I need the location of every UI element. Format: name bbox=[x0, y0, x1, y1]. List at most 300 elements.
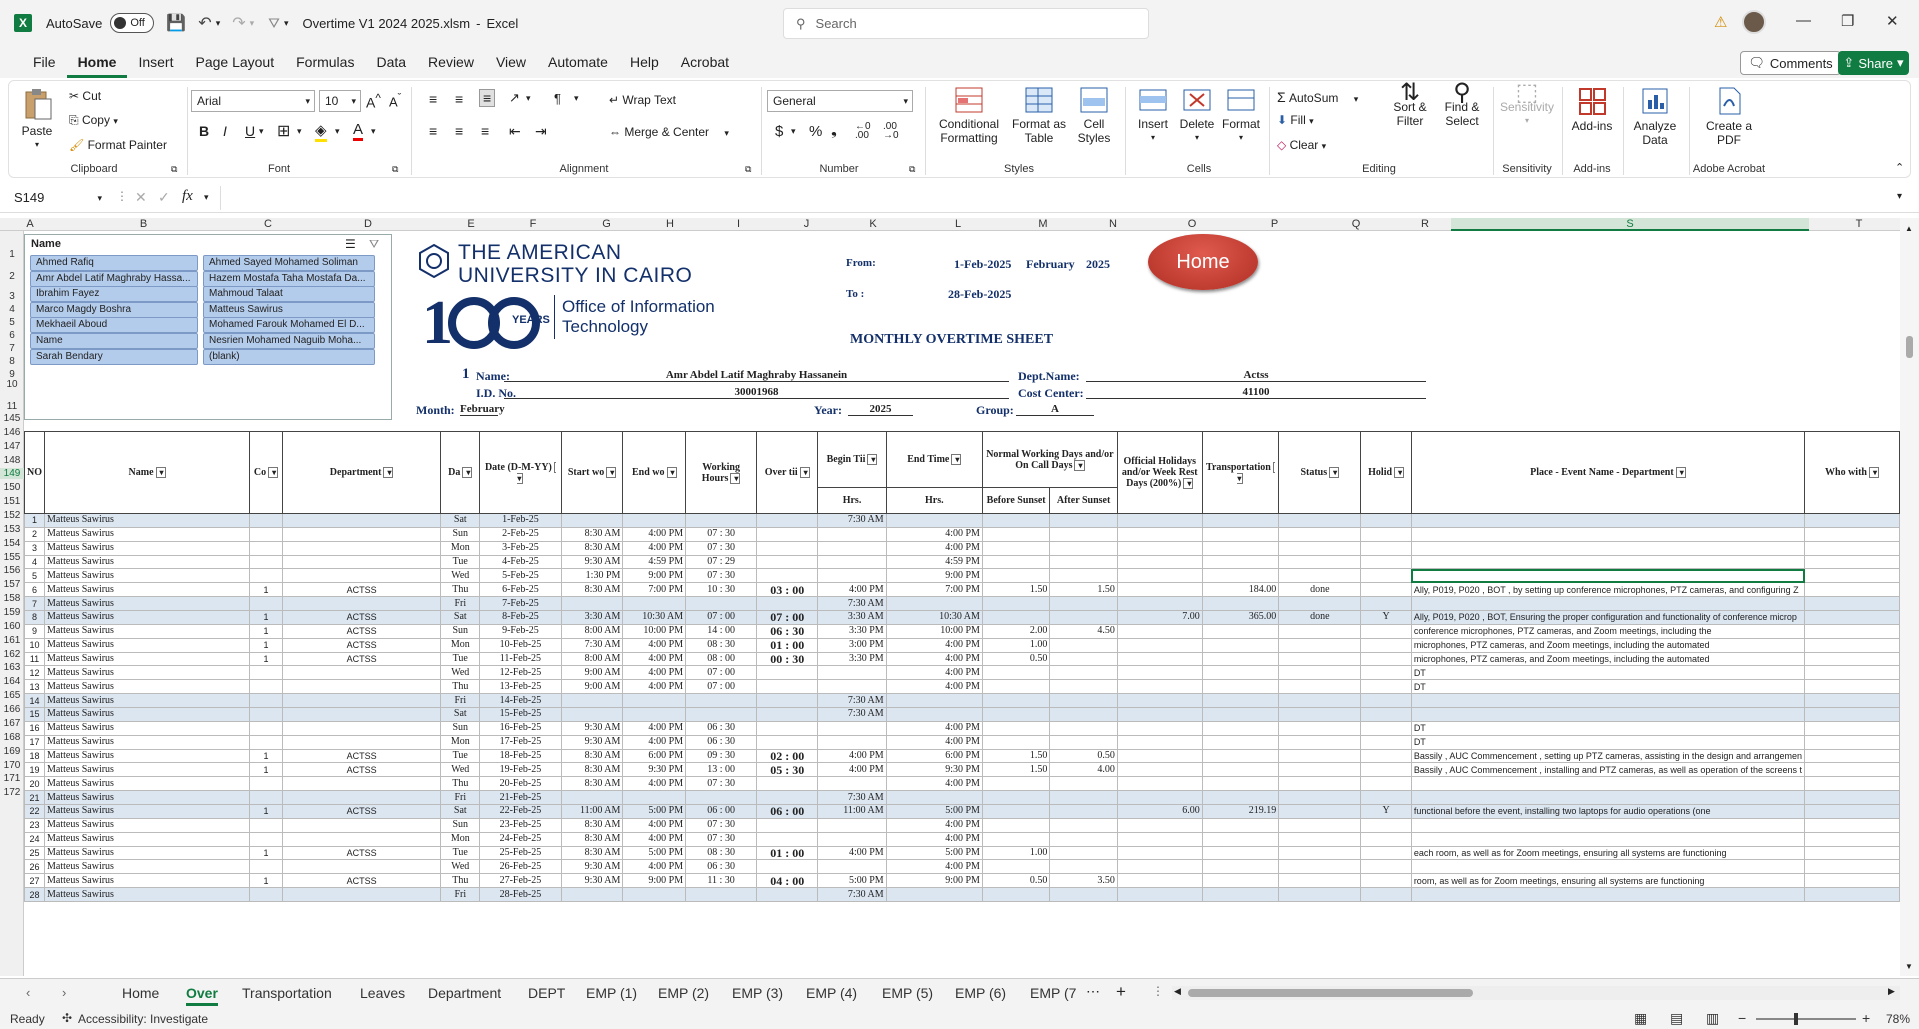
cell-no[interactable]: 6 bbox=[25, 583, 45, 597]
find-select-button[interactable]: ⚲ Find & Select bbox=[1437, 86, 1487, 128]
filter-dropdown-icon[interactable]: ▾ bbox=[517, 462, 555, 484]
row-header[interactable]: 167 bbox=[3, 717, 21, 729]
cell-hol[interactable] bbox=[1117, 735, 1202, 749]
cell-sw[interactable]: 9:30 AM bbox=[561, 555, 623, 569]
cell-sw[interactable]: 3:30 AM bbox=[561, 611, 623, 625]
cell-no[interactable]: 17 bbox=[25, 735, 45, 749]
number-format-select[interactable]: General ▾ bbox=[767, 90, 913, 112]
cell-dept[interactable] bbox=[282, 597, 440, 611]
cell-tr[interactable] bbox=[1202, 541, 1279, 555]
cell-ew[interactable] bbox=[623, 597, 686, 611]
autosum-button[interactable]: Σ AutoSum ▾ bbox=[1277, 89, 1359, 105]
cell-sw[interactable] bbox=[561, 888, 623, 902]
column-header-J[interactable]: J bbox=[803, 218, 810, 230]
font-launcher-icon[interactable]: ⧉ bbox=[392, 164, 399, 174]
cell-day[interactable]: Sun bbox=[441, 818, 480, 832]
cell-place[interactable]: microphones, PTZ cameras, and Zoom meetings, including the automated bbox=[1411, 638, 1804, 652]
cell-name[interactable]: Matteus Sawirus bbox=[45, 680, 250, 694]
menu-file[interactable]: File bbox=[33, 54, 56, 70]
cell-place[interactable] bbox=[1411, 597, 1804, 611]
cell-who[interactable] bbox=[1805, 514, 1900, 528]
slicer-item[interactable]: Mekhaeil Aboud bbox=[30, 317, 198, 333]
cell-et[interactable] bbox=[886, 694, 982, 708]
cell-co[interactable] bbox=[250, 680, 283, 694]
group-value[interactable]: A bbox=[1016, 403, 1094, 416]
cell-dept[interactable]: ACTSS bbox=[282, 624, 440, 638]
cell-day[interactable]: Tue bbox=[441, 846, 480, 860]
cell-ew[interactable]: 4:00 PM bbox=[623, 652, 686, 666]
cell-tr[interactable] bbox=[1202, 888, 1279, 902]
sheet-tab[interactable]: EMP (6) bbox=[955, 985, 1007, 1001]
cancel-icon[interactable]: ✕ bbox=[135, 189, 147, 205]
cell-wh[interactable]: 09 : 30 bbox=[686, 749, 757, 763]
cell-date[interactable]: 18-Feb-25 bbox=[480, 749, 561, 763]
column-header-R[interactable]: R bbox=[1421, 218, 1429, 230]
sheet-tab[interactable]: EMP (2) bbox=[658, 985, 710, 1001]
column-header-N[interactable]: N bbox=[1109, 218, 1117, 230]
cell-et[interactable]: 5:00 PM bbox=[886, 805, 982, 819]
cell-tr[interactable] bbox=[1202, 694, 1279, 708]
row-header[interactable]: 146 bbox=[3, 426, 21, 438]
cell-st[interactable]: done bbox=[1279, 583, 1361, 597]
cell-bt[interactable]: 7:30 AM bbox=[818, 597, 886, 611]
rtl-icon[interactable]: ¶ bbox=[554, 91, 561, 106]
cell-tr[interactable] bbox=[1202, 763, 1279, 777]
row-header[interactable]: 164 bbox=[3, 676, 21, 688]
row-header[interactable]: 159 bbox=[3, 607, 21, 619]
cell-ot[interactable] bbox=[757, 666, 818, 680]
undo-icon[interactable]: ↶ bbox=[198, 15, 212, 32]
cell-sw[interactable]: 8:30 AM bbox=[561, 583, 623, 597]
cell-hol[interactable] bbox=[1117, 846, 1202, 860]
cell-day[interactable]: Fri bbox=[441, 888, 480, 902]
cell-co[interactable] bbox=[250, 541, 283, 555]
cell-h[interactable] bbox=[1361, 818, 1411, 832]
cell-date[interactable]: 16-Feb-25 bbox=[480, 721, 561, 735]
cell-bt[interactable]: 3:30 PM bbox=[818, 624, 886, 638]
collapse-ribbon-icon[interactable]: ⌃ bbox=[1895, 162, 1905, 174]
cell-dept[interactable]: ACTSS bbox=[282, 638, 440, 652]
cell-wh[interactable]: 07 : 30 bbox=[686, 777, 757, 791]
cell-bt[interactable]: 7:30 AM bbox=[818, 694, 886, 708]
cell-wh[interactable]: 08 : 00 bbox=[686, 652, 757, 666]
cell-hol[interactable] bbox=[1117, 860, 1202, 874]
cell-wh[interactable]: 11 : 30 bbox=[686, 874, 757, 888]
cell-as[interactable] bbox=[1050, 652, 1117, 666]
cell-co[interactable]: 1 bbox=[250, 846, 283, 860]
cell-day[interactable]: Tue bbox=[441, 749, 480, 763]
cell-name[interactable]: Matteus Sawirus bbox=[45, 624, 250, 638]
cell-hol[interactable] bbox=[1117, 721, 1202, 735]
cell-ot[interactable] bbox=[757, 527, 818, 541]
cell-no[interactable]: 2 bbox=[25, 527, 45, 541]
row-header[interactable]: 166 bbox=[3, 704, 21, 716]
cell-wh[interactable]: 06 : 30 bbox=[686, 860, 757, 874]
filter-dropdown-icon[interactable]: ▾ bbox=[668, 468, 675, 477]
cell-ot[interactable] bbox=[757, 860, 818, 874]
cell-st[interactable] bbox=[1279, 514, 1361, 528]
bold-icon[interactable]: B bbox=[199, 123, 210, 139]
cell-as[interactable] bbox=[1050, 721, 1117, 735]
column-header-Q[interactable]: Q bbox=[1351, 218, 1361, 230]
cell-dept[interactable] bbox=[282, 555, 440, 569]
cell-hol[interactable] bbox=[1117, 555, 1202, 569]
cell-bt[interactable] bbox=[818, 832, 886, 846]
cell-bs[interactable]: 0.50 bbox=[982, 652, 1049, 666]
cell-et[interactable]: 9:30 PM bbox=[886, 763, 982, 777]
cell-bt[interactable]: 7:30 AM bbox=[818, 708, 886, 722]
cell-tr[interactable] bbox=[1202, 874, 1279, 888]
comments-button[interactable]: 🗨 Comments bbox=[1740, 51, 1841, 75]
cell-h[interactable] bbox=[1361, 721, 1411, 735]
align-right-icon[interactable]: ≡ bbox=[481, 123, 490, 139]
cell-no[interactable]: 15 bbox=[25, 708, 45, 722]
cell-date[interactable]: 26-Feb-25 bbox=[480, 860, 561, 874]
cell-no[interactable]: 26 bbox=[25, 860, 45, 874]
cell-co[interactable] bbox=[250, 888, 283, 902]
underline-icon[interactable]: U bbox=[245, 123, 256, 139]
cell-ew[interactable]: 4:00 PM bbox=[623, 541, 686, 555]
cell-ot[interactable]: 03 : 00 bbox=[757, 583, 818, 597]
cell-co[interactable] bbox=[250, 514, 283, 528]
row-header[interactable]: 163 bbox=[3, 662, 21, 674]
filter-dropdown-icon[interactable]: ▾ bbox=[157, 468, 164, 477]
cell-h[interactable] bbox=[1361, 888, 1411, 902]
cell-day[interactable]: Sat bbox=[441, 514, 480, 528]
filter-dropdown-icon[interactable]: ▾ bbox=[608, 468, 615, 477]
sheet-tab[interactable]: EMP (5) bbox=[882, 985, 934, 1001]
wrap-text-button[interactable]: ↵ Wrap Text bbox=[609, 93, 676, 107]
cell-who[interactable] bbox=[1805, 611, 1900, 625]
cell-hol[interactable] bbox=[1117, 708, 1202, 722]
cell-ew[interactable]: 4:00 PM bbox=[623, 527, 686, 541]
cell-et[interactable]: 9:00 PM bbox=[886, 569, 982, 583]
cell-h[interactable] bbox=[1361, 680, 1411, 694]
cell-wh[interactable]: 14 : 00 bbox=[686, 624, 757, 638]
cell-bs[interactable] bbox=[982, 832, 1049, 846]
cell-sw[interactable]: 8:30 AM bbox=[561, 527, 623, 541]
cell-h[interactable]: Y bbox=[1361, 611, 1411, 625]
cell-co[interactable] bbox=[250, 555, 283, 569]
cell-sw[interactable]: 9:00 AM bbox=[561, 666, 623, 680]
cell-ew[interactable]: 5:00 PM bbox=[623, 846, 686, 860]
cell-et[interactable] bbox=[886, 708, 982, 722]
cell-no[interactable]: 10 bbox=[25, 638, 45, 652]
cell-who[interactable] bbox=[1805, 735, 1900, 749]
cell-tr[interactable] bbox=[1202, 555, 1279, 569]
cell-place[interactable] bbox=[1411, 527, 1804, 541]
cell-name[interactable]: Matteus Sawirus bbox=[45, 583, 250, 597]
cell-no[interactable]: 8 bbox=[25, 611, 45, 625]
cell-date[interactable]: 22-Feb-25 bbox=[480, 805, 561, 819]
cell-date[interactable]: 7-Feb-25 bbox=[480, 597, 561, 611]
cell-name[interactable]: Matteus Sawirus bbox=[45, 638, 250, 652]
cell-dept[interactable] bbox=[282, 514, 440, 528]
cell-bs[interactable]: 1.50 bbox=[982, 749, 1049, 763]
row-header[interactable]: 151 bbox=[3, 496, 21, 508]
cell-wh[interactable]: 07 : 30 bbox=[686, 832, 757, 846]
cell-st[interactable] bbox=[1279, 860, 1361, 874]
cell-bt[interactable]: 3:30 AM bbox=[818, 611, 886, 625]
cell-ew[interactable] bbox=[623, 791, 686, 805]
cell-bt[interactable] bbox=[818, 818, 886, 832]
cell-dept[interactable] bbox=[282, 735, 440, 749]
cell-day[interactable]: Thu bbox=[441, 777, 480, 791]
cell-date[interactable]: 23-Feb-25 bbox=[480, 818, 561, 832]
cell-date[interactable]: 21-Feb-25 bbox=[480, 791, 561, 805]
cell-st[interactable] bbox=[1279, 791, 1361, 805]
cell-date[interactable]: 5-Feb-25 bbox=[480, 569, 561, 583]
cell-place[interactable] bbox=[1411, 818, 1804, 832]
cell-hol[interactable] bbox=[1117, 514, 1202, 528]
cell-hol[interactable] bbox=[1117, 569, 1202, 583]
create-pdf-button[interactable]: Create a PDF bbox=[1699, 86, 1759, 147]
filter-dropdown-icon[interactable]: ▾ bbox=[732, 473, 739, 483]
cell-tr[interactable] bbox=[1202, 749, 1279, 763]
cell-et[interactable]: 6:00 PM bbox=[886, 749, 982, 763]
cell-ew[interactable]: 4:00 PM bbox=[623, 735, 686, 749]
cell-st[interactable] bbox=[1279, 818, 1361, 832]
cell-tr[interactable]: 365.00 bbox=[1202, 611, 1279, 625]
cell-day[interactable]: Fri bbox=[441, 694, 480, 708]
cell-tr[interactable] bbox=[1202, 708, 1279, 722]
cell-name[interactable]: Matteus Sawirus bbox=[45, 777, 250, 791]
cell-ot[interactable]: 01 : 00 bbox=[757, 638, 818, 652]
cell-wh[interactable] bbox=[686, 597, 757, 611]
cell-ot[interactable]: 06 : 30 bbox=[757, 624, 818, 638]
cell-date[interactable]: 28-Feb-25 bbox=[480, 888, 561, 902]
row-header[interactable]: 169 bbox=[3, 745, 21, 757]
cell-place[interactable] bbox=[1411, 832, 1804, 846]
cell-as[interactable] bbox=[1050, 805, 1117, 819]
font-name-select[interactable]: Arial ▾ bbox=[191, 90, 315, 112]
sheet-tab[interactable]: Department bbox=[428, 985, 502, 1001]
cell-day[interactable]: Sat bbox=[441, 708, 480, 722]
cell-dept[interactable]: ACTSS bbox=[282, 805, 440, 819]
cell-place[interactable] bbox=[1411, 541, 1804, 555]
cell-h[interactable] bbox=[1361, 583, 1411, 597]
filter-dropdown-icon[interactable]: ▾ bbox=[953, 455, 960, 464]
cell-bt[interactable]: 4:00 PM bbox=[818, 846, 886, 860]
copy-button[interactable]: ⎘ Copy ▾ bbox=[69, 113, 118, 127]
cell-as[interactable]: 4.50 bbox=[1050, 624, 1117, 638]
accessibility-status[interactable]: Accessibility: Investigate bbox=[78, 1012, 209, 1026]
filter-dropdown-icon[interactable]: ▾ bbox=[270, 468, 277, 477]
cell-ew[interactable]: 9:00 PM bbox=[623, 874, 686, 888]
month-value[interactable]: February bbox=[460, 403, 505, 415]
font-color-icon[interactable]: A bbox=[353, 121, 363, 141]
cell-et[interactable]: 4:00 PM bbox=[886, 527, 982, 541]
cell-h[interactable] bbox=[1361, 749, 1411, 763]
cell-h[interactable] bbox=[1361, 624, 1411, 638]
cell-ew[interactable] bbox=[623, 694, 686, 708]
cell-dept[interactable] bbox=[282, 694, 440, 708]
cell-st[interactable] bbox=[1279, 832, 1361, 846]
cell-name[interactable]: Matteus Sawirus bbox=[45, 721, 250, 735]
column-header-E[interactable]: E bbox=[467, 218, 475, 230]
row-header[interactable]: 171 bbox=[3, 773, 21, 785]
search-box[interactable]: ⚲ Search bbox=[783, 8, 1149, 39]
cell-name[interactable]: Matteus Sawirus bbox=[45, 555, 250, 569]
cell-bs[interactable]: 1.00 bbox=[982, 846, 1049, 860]
cell-dept[interactable] bbox=[282, 888, 440, 902]
cut-button[interactable]: ✂ Cut bbox=[69, 89, 102, 103]
cell-name[interactable]: Matteus Sawirus bbox=[45, 597, 250, 611]
cell-name[interactable]: Matteus Sawirus bbox=[45, 805, 250, 819]
currency-icon[interactable]: $ bbox=[775, 123, 784, 140]
cell-sw[interactable] bbox=[561, 694, 623, 708]
decrease-indent-icon[interactable]: ⇤ bbox=[509, 123, 521, 139]
cell-co[interactable]: 1 bbox=[250, 763, 283, 777]
cell-hol[interactable] bbox=[1117, 652, 1202, 666]
cell-no[interactable]: 25 bbox=[25, 846, 45, 860]
cell-name[interactable]: Matteus Sawirus bbox=[45, 888, 250, 902]
cell-place[interactable]: microphones, PTZ cameras, and Zoom meetings, including the automated bbox=[1411, 652, 1804, 666]
cell-et[interactable]: 4:00 PM bbox=[886, 860, 982, 874]
cell-bs[interactable] bbox=[982, 527, 1049, 541]
cell-wh[interactable]: 08 : 30 bbox=[686, 638, 757, 652]
slicer-item[interactable]: Nesrien Mohamed Naguib Moha... bbox=[203, 333, 375, 349]
cell-bt[interactable] bbox=[818, 735, 886, 749]
cell-wh[interactable] bbox=[686, 694, 757, 708]
cell-who[interactable] bbox=[1805, 569, 1900, 583]
sheet-tab[interactable]: EMP (1) bbox=[586, 985, 638, 1001]
cell-no[interactable]: 9 bbox=[25, 624, 45, 638]
add-sheet-icon[interactable]: + bbox=[1116, 982, 1126, 1001]
cell-ew[interactable]: 4:00 PM bbox=[623, 638, 686, 652]
cell-bt[interactable]: 7:30 AM bbox=[818, 791, 886, 805]
sheet-tab[interactable]: Over bbox=[186, 985, 218, 1006]
cell-tr[interactable] bbox=[1202, 527, 1279, 541]
cell-ew[interactable]: 4:59 PM bbox=[623, 555, 686, 569]
menu-view[interactable]: View bbox=[495, 54, 527, 70]
row-header[interactable]: 147 bbox=[3, 440, 21, 452]
cell-tr[interactable] bbox=[1202, 721, 1279, 735]
cell-who[interactable] bbox=[1805, 832, 1900, 846]
cell-day[interactable]: Sun bbox=[441, 527, 480, 541]
cell-tr[interactable] bbox=[1202, 818, 1279, 832]
cell-no[interactable]: 28 bbox=[25, 888, 45, 902]
cell-who[interactable] bbox=[1805, 694, 1900, 708]
cell-h[interactable] bbox=[1361, 597, 1411, 611]
cell-ot[interactable] bbox=[757, 708, 818, 722]
cell-dept[interactable]: ACTSS bbox=[282, 846, 440, 860]
cell-date[interactable]: 3-Feb-25 bbox=[480, 541, 561, 555]
cell-place[interactable] bbox=[1411, 708, 1804, 722]
cell-as[interactable] bbox=[1050, 638, 1117, 652]
cell-name[interactable]: Matteus Sawirus bbox=[45, 541, 250, 555]
cell-wh[interactable] bbox=[686, 791, 757, 805]
cell-co[interactable] bbox=[250, 708, 283, 722]
menu-automate[interactable]: Automate bbox=[548, 54, 608, 70]
cell-dept[interactable] bbox=[282, 708, 440, 722]
cell-et[interactable]: 4:00 PM bbox=[886, 666, 982, 680]
cell-ew[interactable]: 4:00 PM bbox=[623, 832, 686, 846]
cell-who[interactable] bbox=[1805, 638, 1900, 652]
cell-date[interactable]: 12-Feb-25 bbox=[480, 666, 561, 680]
cell-et[interactable] bbox=[886, 514, 982, 528]
cell-dept[interactable] bbox=[282, 680, 440, 694]
format-as-table-button[interactable]: Format as Table bbox=[1009, 86, 1069, 145]
cell-dept[interactable] bbox=[282, 541, 440, 555]
cell-ew[interactable] bbox=[623, 708, 686, 722]
cell-date[interactable]: 15-Feb-25 bbox=[480, 708, 561, 722]
percent-icon[interactable]: % bbox=[809, 123, 823, 140]
cell-hol[interactable] bbox=[1117, 763, 1202, 777]
column-header-C[interactable]: C bbox=[264, 218, 272, 230]
cell-tr[interactable]: 184.00 bbox=[1202, 583, 1279, 597]
cell-hol[interactable] bbox=[1117, 638, 1202, 652]
cell-date[interactable]: 20-Feb-25 bbox=[480, 777, 561, 791]
cell-date[interactable]: 10-Feb-25 bbox=[480, 638, 561, 652]
cell-sw[interactable]: 8:30 AM bbox=[561, 818, 623, 832]
cell-place[interactable]: DT bbox=[1411, 735, 1804, 749]
redo-dropdown-icon[interactable]: ▾ bbox=[249, 17, 255, 28]
cell-bs[interactable]: 0.50 bbox=[982, 874, 1049, 888]
cell-ot[interactable] bbox=[757, 597, 818, 611]
cell-hol[interactable] bbox=[1117, 694, 1202, 708]
cell-date[interactable]: 11-Feb-25 bbox=[480, 652, 561, 666]
cell-bs[interactable] bbox=[982, 569, 1049, 583]
cell-date[interactable]: 6-Feb-25 bbox=[480, 583, 561, 597]
cell-day[interactable]: Tue bbox=[441, 652, 480, 666]
row-header[interactable]: 156 bbox=[3, 565, 21, 577]
cell-date[interactable]: 1-Feb-25 bbox=[480, 514, 561, 528]
column-header-K[interactable]: K bbox=[869, 218, 877, 230]
cell-day[interactable]: Thu bbox=[441, 680, 480, 694]
slicer-item[interactable]: Ibrahim Fayez bbox=[30, 286, 198, 302]
cell-sw[interactable]: 8:00 AM bbox=[561, 624, 623, 638]
cell-name[interactable]: Matteus Sawirus bbox=[45, 763, 250, 777]
cell-co[interactable] bbox=[250, 791, 283, 805]
row-header[interactable]: 8 bbox=[9, 356, 15, 367]
cell-hol[interactable] bbox=[1117, 624, 1202, 638]
cell-bs[interactable] bbox=[982, 680, 1049, 694]
qat-dropdown-icon[interactable]: ▾ bbox=[283, 17, 289, 28]
cell-sw[interactable]: 8:30 AM bbox=[561, 846, 623, 860]
cell-as[interactable]: 4.00 bbox=[1050, 763, 1117, 777]
cell-no[interactable]: 13 bbox=[25, 680, 45, 694]
borders-icon[interactable]: ⊞ bbox=[277, 123, 291, 140]
cell-no[interactable]: 1 bbox=[25, 514, 45, 528]
name-slicer[interactable] bbox=[24, 234, 392, 420]
cell-ot[interactable] bbox=[757, 888, 818, 902]
cell-bs[interactable] bbox=[982, 541, 1049, 555]
column-header-P[interactable]: P bbox=[1270, 218, 1279, 230]
slicer-item[interactable]: Marco Magdy Boshra bbox=[30, 302, 198, 318]
cell-bt[interactable]: 7:30 AM bbox=[818, 888, 886, 902]
sheet-tab[interactable]: EMP (4) bbox=[806, 985, 858, 1001]
sensitivity-button[interactable]: ⬚ Sensitivity ▾ bbox=[1497, 86, 1557, 128]
cell-co[interactable] bbox=[250, 721, 283, 735]
cell-ew[interactable]: 4:00 PM bbox=[623, 777, 686, 791]
cell-name[interactable]: Matteus Sawirus bbox=[45, 527, 250, 541]
slicer-item[interactable]: Amr Abdel Latif Maghraby Hassa... bbox=[30, 271, 198, 287]
cell-date[interactable]: 2-Feb-25 bbox=[480, 527, 561, 541]
cell-ew[interactable]: 7:00 PM bbox=[623, 583, 686, 597]
cell-styles-button[interactable]: Cell Styles bbox=[1069, 86, 1119, 145]
cell-hol[interactable] bbox=[1117, 749, 1202, 763]
row-header[interactable]: 1 bbox=[9, 249, 15, 260]
cell-date[interactable]: 14-Feb-25 bbox=[480, 694, 561, 708]
cell-h[interactable] bbox=[1361, 569, 1411, 583]
cell-dept[interactable] bbox=[282, 777, 440, 791]
cell-as[interactable] bbox=[1050, 666, 1117, 680]
cell-place[interactable] bbox=[1411, 694, 1804, 708]
cell-bs[interactable] bbox=[982, 860, 1049, 874]
row-header[interactable]: 154 bbox=[3, 537, 21, 549]
cell-st[interactable] bbox=[1279, 721, 1361, 735]
